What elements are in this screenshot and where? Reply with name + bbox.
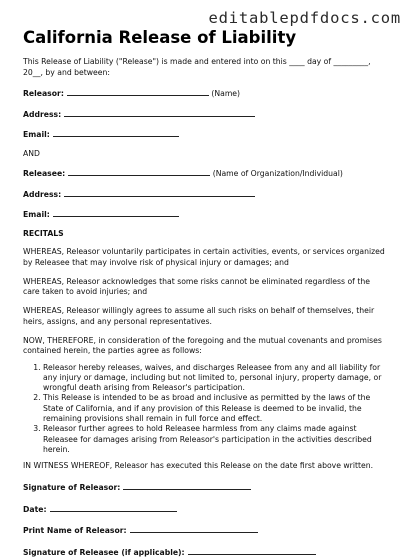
releasee-email-field [23,208,389,220]
releasee-label: Releasee: [23,169,66,178]
releasee-name-suffix: (Name of Organization/Individual) [212,169,343,178]
releasor-address-blank[interactable] [64,108,255,117]
releasee-address-label: Address: [23,189,62,199]
document-page [23,28,389,558]
releasor-email-label: Email: [23,130,50,139]
intro-line-1: This Release of Liability ("Release") is made and entered into on this ____ day of _________, [23,57,371,66]
recital-paragraph: WHEREAS, Releasor acknowledges that some risks cannot be eliminated regardless of the care taken to avoid injuries; and [23,276,370,296]
releasor-signature-field [23,481,389,493]
releasee-signature-field [23,546,389,558]
releasor-email-blank[interactable] [53,128,179,137]
document-title: California Release of Liability [23,28,297,47]
terms-list [23,363,389,456]
releasor-signature-label: Signature of Releasor: [23,483,121,493]
consideration-paragraph: NOW, THEREFORE, in consideration of the foregoing and the mutual covenants and promises contained herein, the parties agree as follows: [23,335,382,355]
print-name-label: Print Name of Releasor: [23,526,127,536]
watermark: editablepdfdocs.com [208,9,401,27]
recitals-heading: RECITALS [23,228,64,238]
releasee-signature-label: Signature of Releasee (if applicable): [23,547,185,557]
releasor-address-label: Address: [23,109,62,119]
releasee-email-label: Email: [23,210,50,219]
releasor-address-field [23,108,389,120]
term-item: 3. Releasor further agrees to hold Releasee harmless from any claims made against Releasee for damages arising from Releasor's participation in the activities described herein. [43,424,389,455]
and-separator: AND [23,148,40,158]
releasee-address-blank[interactable] [64,188,255,197]
date-blank[interactable] [50,503,177,512]
releasee-name-field [23,167,389,179]
releasee-signature-blank[interactable] [188,546,316,555]
recital-paragraph: WHEREAS, Releasor willingly agrees to assume all such risks on behalf of themselves, their heirs, assigns, and any personal representatives. [23,306,375,326]
recital-paragraph: WHEREAS, Releasor voluntarily participates in certain activities, events, or services organized by Releasee that may involve risk of physical injury or damages; and [23,247,385,267]
releasor-signature-blank[interactable] [123,481,251,490]
releasee-name-blank[interactable] [68,167,210,176]
releasee-email-blank[interactable] [53,208,179,217]
releasor-name-suffix: (Name) [211,89,241,98]
witness-paragraph: IN WITNESS WHEREOF, Releasor has executed this Release on the date first above written. [23,461,374,471]
term-item: 2. This Release is intended to be as broad and inclusive as permitted by the laws of the State of California, and if any provision of this Release is deemed to be invalid, the remaining provisions shall remain in full force and effect. [43,393,389,424]
releasor-name-field [23,87,389,99]
releasee-address-field [23,188,389,200]
date-field [23,503,389,515]
print-name-blank[interactable] [130,524,258,533]
intro-line-2: 20__, by and between: [23,67,110,77]
releasor-name-blank[interactable] [67,87,209,96]
releasor-email-field [23,128,389,140]
intro-paragraph [23,57,389,78]
releasor-label: Releasor: [23,89,64,98]
date-label: Date: [23,504,47,514]
term-item: 1. Releasor hereby releases, waives, and discharges Releasee from any and all liability for any injury or damage, including but not limited to, personal injury, property damage, or wrongful death arising from Releasor's participation. [43,363,389,394]
print-name-field [23,524,389,536]
